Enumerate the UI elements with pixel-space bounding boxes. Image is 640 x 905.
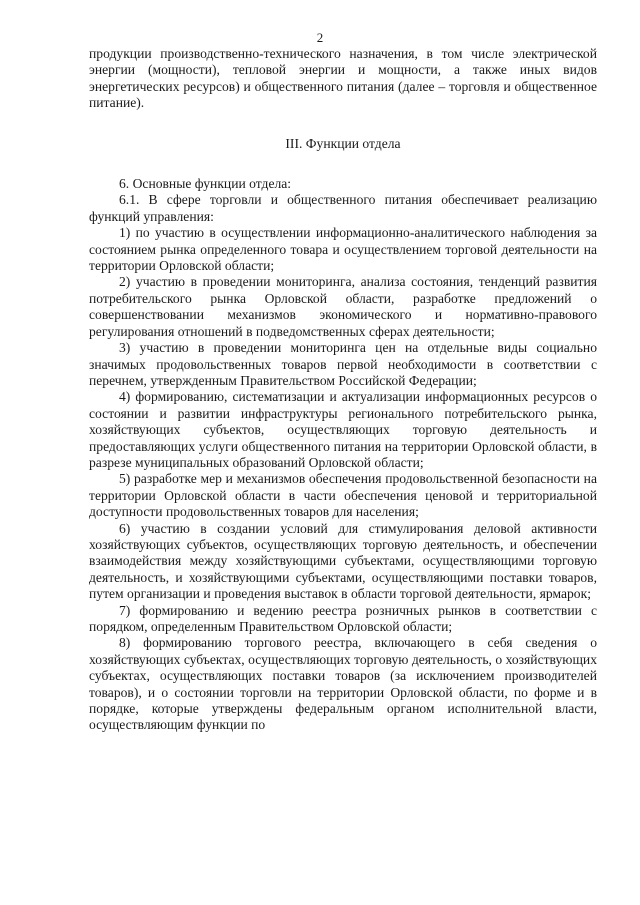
intro-paragraph: продукции производственно-технического назначения, в том числе электрической энергии (мощности), тепловой энергии и мощности, а также иных видов энергетических ресурсов) и общественного питания (далее – торговля и общественное питание). [89, 46, 597, 111]
paragraph-item-7: 7) формированию и ведению реестра розничных рынков в соответствии с порядком, определенным Правительством Орловской области; [89, 602, 597, 634]
paragraph-item-5: 5) разработке мер и механизмов обеспечения продовольственной безопасности на территории Орловской области в части обеспечения ценовой и территориальной доступности продовольственных товаров для населения; [89, 471, 597, 520]
paragraph-item-4: 4) формированию, систематизации и актуализации информационных ресурсов о состоянии и развитии инфраструктуры регионального потребительского рынка, хозяйствующих субъектов, осуществляющих торговую деятельность и предоставляющих услуги общественного питания на территории Орловской области, в разрезе муниципальных образований Орловской области; [89, 389, 597, 470]
section-heading: III. Функции отдела [285, 135, 401, 151]
document-body [89, 46, 597, 734]
paragraph-item-3: 3) участию в проведении мониторинга цен на отдельные виды социально значимых продовольственных товаров первой необходимости в соответствии с перечнем, утвержденным Правительством Российской Федерации; [89, 340, 597, 388]
paragraph-item-2: 2) участию в проведении мониторинга, анализа состояния, тенденций развития потребительского рынка Орловской области, разработке предложений о совершенствовании механизмов экономического и нормативно-правового регулирования отношений в подведомственных сферах деятельности; [89, 274, 597, 339]
paragraph-item-8: 8) формированию торгового реестра, включающего в себя сведения о хозяйствующих субъектах, осуществляющих торговую деятельность, о хозяйствующих субъектах, осуществляющих поставки товаров (за исключением производителей товаров), и о состоянии торговли на территории Орловской области, по форме и в порядке, которые утверждены федеральным органом исполнительной власти, осуществляющим функции по [89, 635, 597, 733]
paragraph-item-6: 6) участию в создании условий для стимулирования деловой активности хозяйствующих субъектов, осуществляющих торговую деятельность, и обеспечении взаимодействия между хозяйствующими субъектами, осуществляющими торговую деятельность, и хозяйствующими субъектами, осуществляющими поставки товаров, путем организации и проведения выставок в области торговой деятельности, ярмарок; [89, 520, 597, 602]
paragraph-item-1: 1) по участию в осуществлении информационно-аналитического наблюдения за состоянием рынка определенного товара и осуществлением торговой деятельности на территории Орловской области; [89, 225, 597, 274]
paragraph-functions-intro: 6. Основные функции отдела: [119, 176, 292, 192]
paragraph-6-1: 6.1. В сфере торговли и общественного питания обеспечивает реализацию функций управления: [89, 192, 597, 224]
page-number: 2 [316, 30, 324, 45]
